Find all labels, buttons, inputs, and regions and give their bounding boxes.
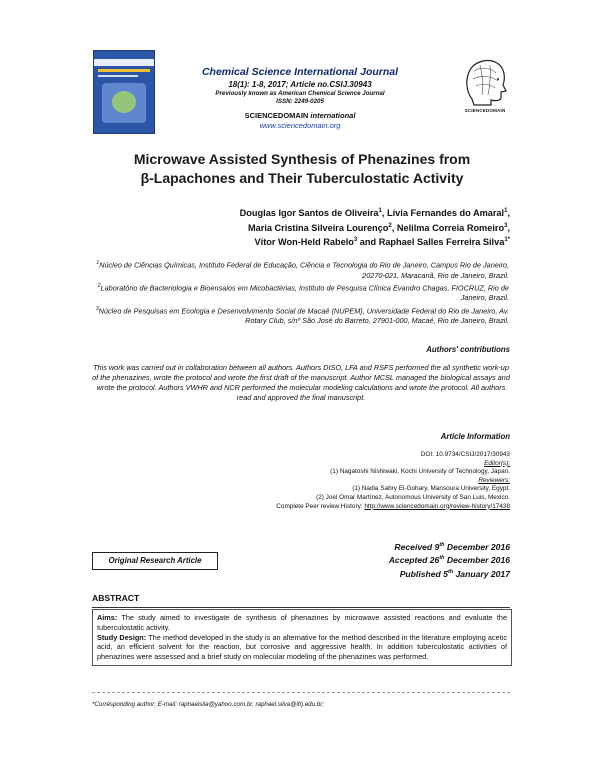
journal-cover-image — [93, 50, 155, 134]
journal-header — [180, 66, 420, 130]
contributions-heading: Authors' contributions — [426, 345, 510, 354]
publisher-name: SCIENCEDOMAIN international — [244, 111, 356, 120]
title-line-2: β-Lapachones and Their Tuberculostatic Activity — [140, 170, 464, 186]
author-list — [120, 205, 510, 249]
publication-dates — [300, 540, 510, 580]
author-line-1: Douglas Igor Santos de Oliveira$^1$, Lívia Fernandes do Amaral$^1$, — [239, 208, 510, 219]
author-name: Douglas Igor Santos de Oliveira — [239, 208, 379, 219]
previous-name: Previously known as American Chemical Science Journal — [215, 90, 385, 97]
author-name: Raphael Salles Ferreira Silva — [378, 237, 505, 248]
article-info — [150, 451, 510, 511]
review-history: Complete Peer review History: http://www.sciencedomain.org/review-history/17438 — [276, 502, 510, 510]
affiliation-item: $^2$Laboratório de Bacteriologia e Bioensaios em Micobactérias, Instituto de Pesquisa Clínica Evandro Chagas, FIOCRUZ, Rio de Janeiro, Brazil. — [97, 282, 509, 303]
abstract-divider — [92, 607, 510, 608]
journal-title: Chemical Science International Journal — [201, 66, 399, 78]
article-type-badge: Original Research Article — [92, 552, 218, 570]
paper-title — [92, 150, 512, 188]
title-line-1: Microwave Assisted Synthesis of Phenazines from — [133, 151, 471, 167]
affiliation-item: $^3$Núcleo de Pesquisas em Ecologia e Desenvolvimento Social de Macaé (NUPEM), Universidade Federal do Rio de Janeiro, Av. Rotary Club, s/nº São José do Barreto, 27901-000, Macaé, Rio de Janeiro, Brazil. — [95, 305, 509, 326]
abstract-design: Study Design: The method developed in the study is an alternative for the method described in the literature employing acetic acid, an efficient solvent for the reaction, but corrosive and aggressive health. In addition tuberculostatic activities of phenazines were assessed and a brief study on molecular modeling of the phenazines was performed. — [97, 632, 507, 662]
reviewer: (1) Nadia Sabry El-Gohary, Mansoura University, Egypt. — [352, 485, 510, 493]
abstract-box — [92, 609, 512, 666]
editor-label: Editor(s): — [484, 459, 510, 467]
article-info-heading: Article Information — [440, 432, 510, 441]
editor: (1) Nagatoshi Nishiwaki, Kochi University of Technology, Japan. — [330, 468, 510, 476]
doi: DOI: 10.9734/CSIJ/2017/30943 — [420, 451, 510, 458]
contributions-text: This work was carried out in collaboration between all authors. Authors DISO, LFA and RSFS performed the all synthetic work-up of the phenazines, wrote the protocol and wrote the first draft of the manuscript. Author MCSL managed the biological assays and wrote the protocol. Authors VWHR and NCR performed the molecular modeling calculations and wrote the protocol. All authors read and approved the final manuscript. — [92, 363, 510, 402]
author-line-2: Maria Cristina Silveira Lourenço$^2$, Nelilma Correia Romeiro$^3$, — [247, 222, 510, 233]
reviewers-label: Reviewers: — [478, 476, 510, 484]
affiliations — [95, 258, 509, 326]
issn: ISSN: 2249-0205 — [276, 98, 324, 105]
review-history-link[interactable]: http://www.sciencedomain.org/review-history/17438 — [364, 502, 510, 510]
citation-line: 18(1): 1-8, 2017; Article no.CSIJ.30943 — [228, 80, 372, 89]
affiliation-item: $^1$Núcleo de Ciências Químicas, Instituto Federal de Educação, Ciência e Tecnologia do Rio de Janeiro, Campus Rio de Janeiro, 20270-021, Maracanã, Rio de Janeiro, Brazil. — [96, 260, 509, 280]
reviewer: (2) Joel Omar Martínez, Autonomous University of San Luis, Mexico. — [316, 493, 510, 501]
corresponding-author-footnote: *Corresponding author: E-mail: raphaelsila@yahoo.com.br, raphael.silva@ifrj.edu.br; — [92, 701, 324, 708]
author-line-3: Vítor Won-Held Rabelo$^3$ and Raphael Salles Ferreira Silva$^{1*}$ — [254, 237, 510, 248]
publisher-link[interactable]: www.sciencedomain.org — [259, 121, 341, 130]
author-name: Nelilma Correia Romeiro — [396, 222, 505, 233]
author-name: Lívia Fernandes do Amaral — [387, 208, 505, 219]
abstract-aims: Aims: The study aimed to investigate de synthesis of phenazines by microwave assisted reactions and evaluate the tuberculostatic activity. — [97, 613, 507, 632]
footnote-separator — [92, 692, 510, 693]
published-date: Published 5th January 2017 — [399, 568, 510, 579]
publisher-logo-icon — [460, 55, 510, 107]
received-date: Received 9th December 2016 — [394, 541, 510, 552]
logo-text: SCIENCEDOMAIN — [464, 108, 506, 113]
abstract-heading: ABSTRACT — [92, 593, 140, 603]
author-name: Maria Cristina Silveira Lourenço — [247, 222, 389, 233]
accepted-date: Accepted 26th December 2016 — [388, 555, 510, 566]
author-name: Vítor Won-Held Rabelo — [254, 237, 354, 248]
